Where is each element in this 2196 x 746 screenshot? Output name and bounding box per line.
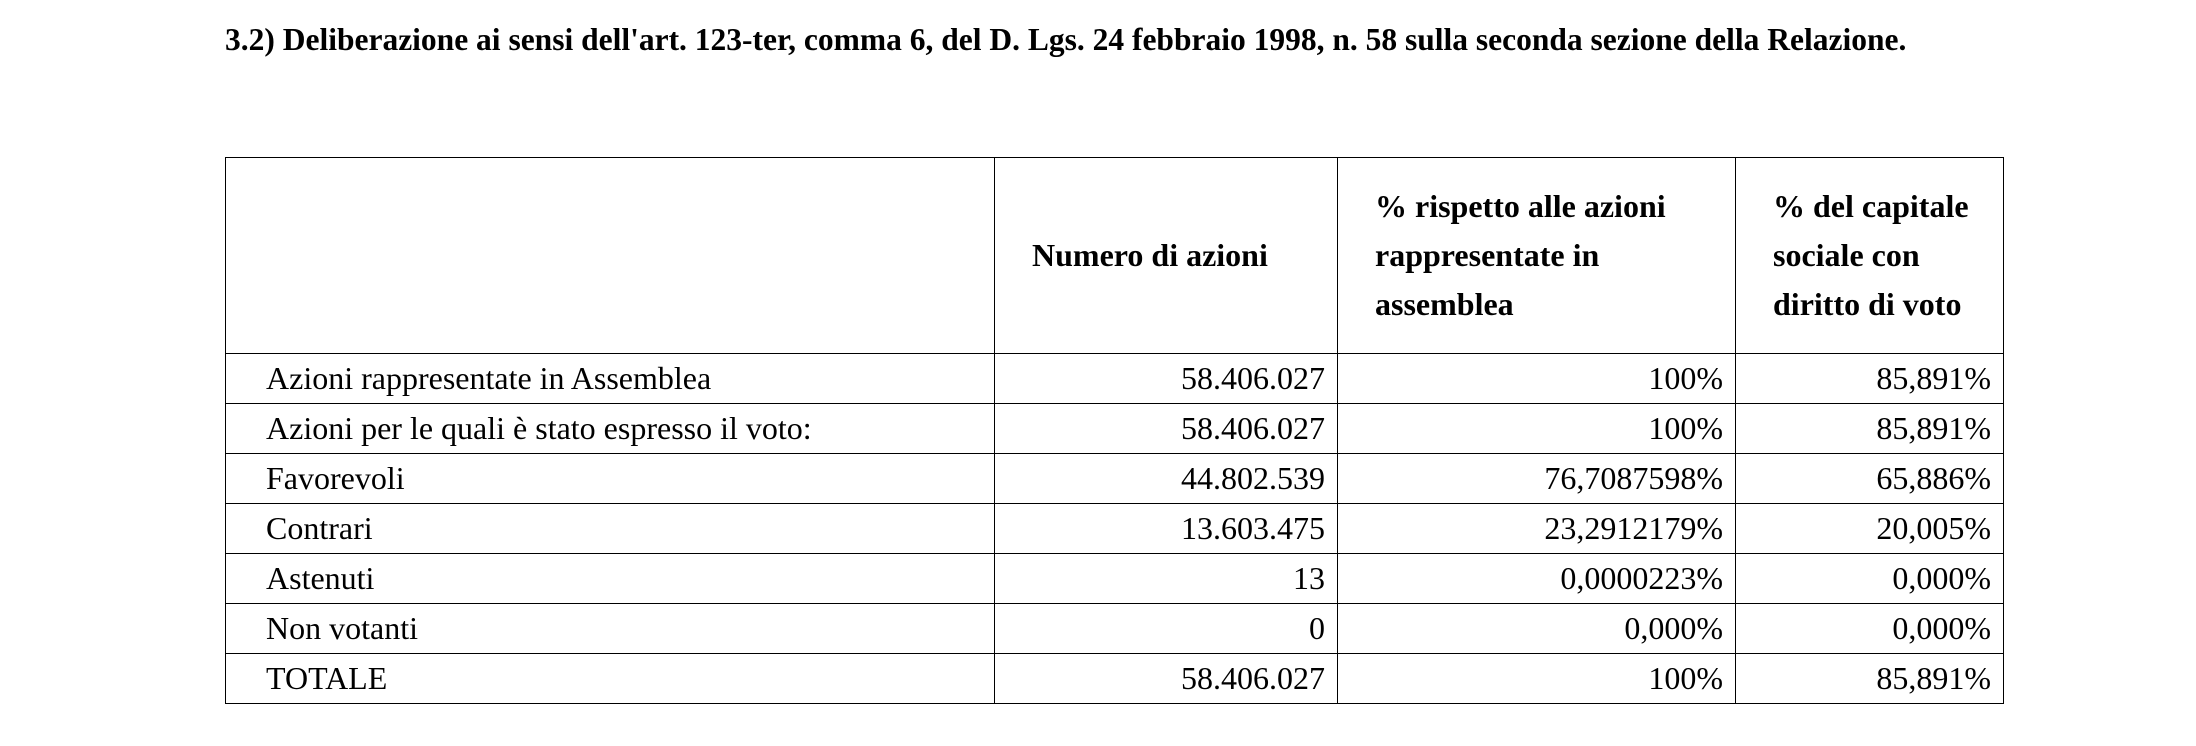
table-row (226, 604, 2004, 654)
row-pct-capitale: 0,000% (1736, 554, 2004, 604)
table-row (226, 354, 2004, 404)
row-label: Azioni rappresentate in Assemblea (226, 354, 995, 404)
header-pct-capitale: % del capitale sociale con diritto di voto (1736, 158, 2004, 354)
row-label: Non votanti (226, 604, 995, 654)
row-label: Contrari (226, 504, 995, 554)
row-numero: 44.802.539 (995, 454, 1338, 504)
row-numero: 58.406.027 (995, 354, 1338, 404)
header-numero-azioni: Numero di azioni (995, 158, 1338, 354)
row-pct-azioni: 23,2912179% (1338, 504, 1736, 554)
voting-results-table (225, 157, 2004, 704)
section-heading: 3.2) Deliberazione ai sensi dell'art. 123-ter, comma 6, del D. Lgs. 24 febbraio 1998, n. 58 sulla seconda sezione della Relazione. (225, 22, 1907, 57)
table-header-row (226, 158, 2004, 354)
table-row (226, 554, 2004, 604)
row-numero: 58.406.027 (995, 404, 1338, 454)
row-numero: 13.603.475 (995, 504, 1338, 554)
row-pct-azioni: 100% (1338, 404, 1736, 454)
row-pct-capitale: 20,005% (1736, 504, 2004, 554)
row-pct-capitale: 85,891% (1736, 404, 2004, 454)
row-label: Azioni per le quali è stato espresso il voto: (226, 404, 995, 454)
row-numero: 0 (995, 604, 1338, 654)
table-row (226, 404, 2004, 454)
row-numero: 58.406.027 (995, 654, 1338, 704)
row-pct-capitale: 85,891% (1736, 354, 2004, 404)
header-pct-azioni: % rispetto alle azioni rappresentate in assemblea (1338, 158, 1736, 354)
row-pct-azioni: 76,7087598% (1338, 454, 1736, 504)
row-pct-capitale: 85,891% (1736, 654, 2004, 704)
row-pct-azioni: 100% (1338, 654, 1736, 704)
row-pct-azioni: 0,0000223% (1338, 554, 1736, 604)
row-pct-azioni: 100% (1338, 354, 1736, 404)
row-label: Favorevoli (226, 454, 995, 504)
row-pct-azioni: 0,000% (1338, 604, 1736, 654)
row-pct-capitale: 65,886% (1736, 454, 2004, 504)
header-label (226, 158, 995, 354)
table-row (226, 454, 2004, 504)
row-label: Astenuti (226, 554, 995, 604)
row-numero: 13 (995, 554, 1338, 604)
row-label: TOTALE (226, 654, 995, 704)
table-row-total (226, 654, 2004, 704)
table-row (226, 504, 2004, 554)
row-pct-capitale: 0,000% (1736, 604, 2004, 654)
